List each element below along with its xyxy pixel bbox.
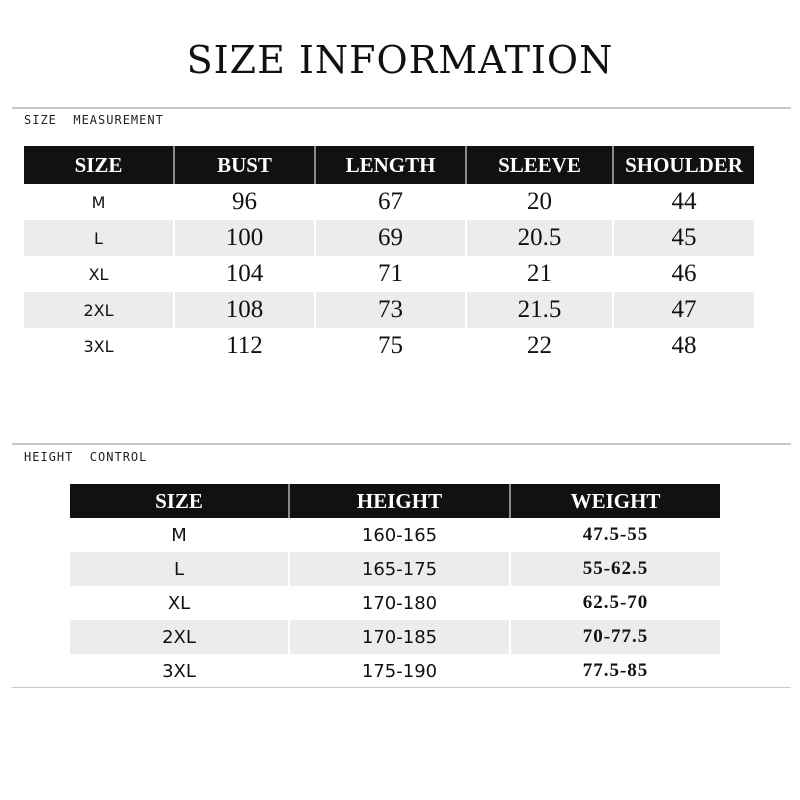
table-row [24, 292, 754, 328]
page-title: SIZE INFORMATION [186, 38, 614, 82]
length-cell: 67 [315, 184, 466, 220]
shoulder-cell: 48 [613, 328, 754, 364]
shoulder-cell: 44 [613, 184, 754, 220]
bust-cell: 112 [174, 328, 315, 364]
bust-cell: 96 [174, 184, 315, 220]
bust-cell: 100 [174, 220, 315, 256]
header-size: SIZE [70, 484, 289, 518]
height-cell: 170-180 [289, 586, 510, 620]
sleeve-cell: 20.5 [466, 220, 613, 256]
size-cell: M [24, 184, 174, 220]
weight-cell: 70-77.5 [510, 620, 720, 654]
size-cell: 2XL [24, 292, 174, 328]
weight-cell: 62.5-70 [510, 586, 720, 620]
sleeve-cell: 21 [466, 256, 613, 292]
size-cell: XL [24, 256, 174, 292]
size-cell: L [24, 220, 174, 256]
weight-cell: 47.5-55 [510, 518, 720, 552]
table-row [70, 620, 720, 654]
length-cell: 69 [315, 220, 466, 256]
header-sleeve: SLEEVE [466, 146, 613, 184]
size-cell: 3XL [70, 654, 289, 688]
weight-cell: 55-62.5 [510, 552, 720, 586]
divider-bottom [12, 687, 791, 688]
shoulder-cell: 46 [613, 256, 754, 292]
header-weight: WEIGHT [510, 484, 720, 518]
bust-cell: 108 [174, 292, 315, 328]
header-height: HEIGHT [289, 484, 510, 518]
header-shoulder: SHOULDER [613, 146, 754, 184]
header-size: SIZE [24, 146, 174, 184]
height-cell: 165-175 [289, 552, 510, 586]
table-row [70, 586, 720, 620]
shoulder-cell: 45 [613, 220, 754, 256]
length-cell: 71 [315, 256, 466, 292]
size-cell: 2XL [70, 620, 289, 654]
header-bust: BUST [174, 146, 315, 184]
table-row [70, 518, 720, 552]
sleeve-cell: 21.5 [466, 292, 613, 328]
table-row [70, 552, 720, 586]
table-header-row [70, 484, 720, 518]
table-header-row [24, 146, 754, 184]
size-measurement-table [24, 146, 754, 364]
divider-top [12, 107, 791, 109]
section-label-height-control: HEIGHT CONTROL [24, 450, 148, 464]
table-row [70, 654, 720, 688]
height-control-table [70, 484, 720, 688]
header-length: LENGTH [315, 146, 466, 184]
size-cell: L [70, 552, 289, 586]
height-cell: 170-185 [289, 620, 510, 654]
sleeve-cell: 20 [466, 184, 613, 220]
height-cell: 175-190 [289, 654, 510, 688]
table-row [24, 184, 754, 220]
bust-cell: 104 [174, 256, 315, 292]
sleeve-cell: 22 [466, 328, 613, 364]
table-row [24, 220, 754, 256]
size-cell: XL [70, 586, 289, 620]
table-row [24, 256, 754, 292]
length-cell: 75 [315, 328, 466, 364]
divider-middle [12, 443, 791, 445]
size-cell: 3XL [24, 328, 174, 364]
section-label-measurement: SIZE MEASUREMENT [24, 113, 164, 127]
height-cell: 160-165 [289, 518, 510, 552]
size-cell: M [70, 518, 289, 552]
shoulder-cell: 47 [613, 292, 754, 328]
weight-cell: 77.5-85 [510, 654, 720, 688]
table-row [24, 328, 754, 364]
length-cell: 73 [315, 292, 466, 328]
